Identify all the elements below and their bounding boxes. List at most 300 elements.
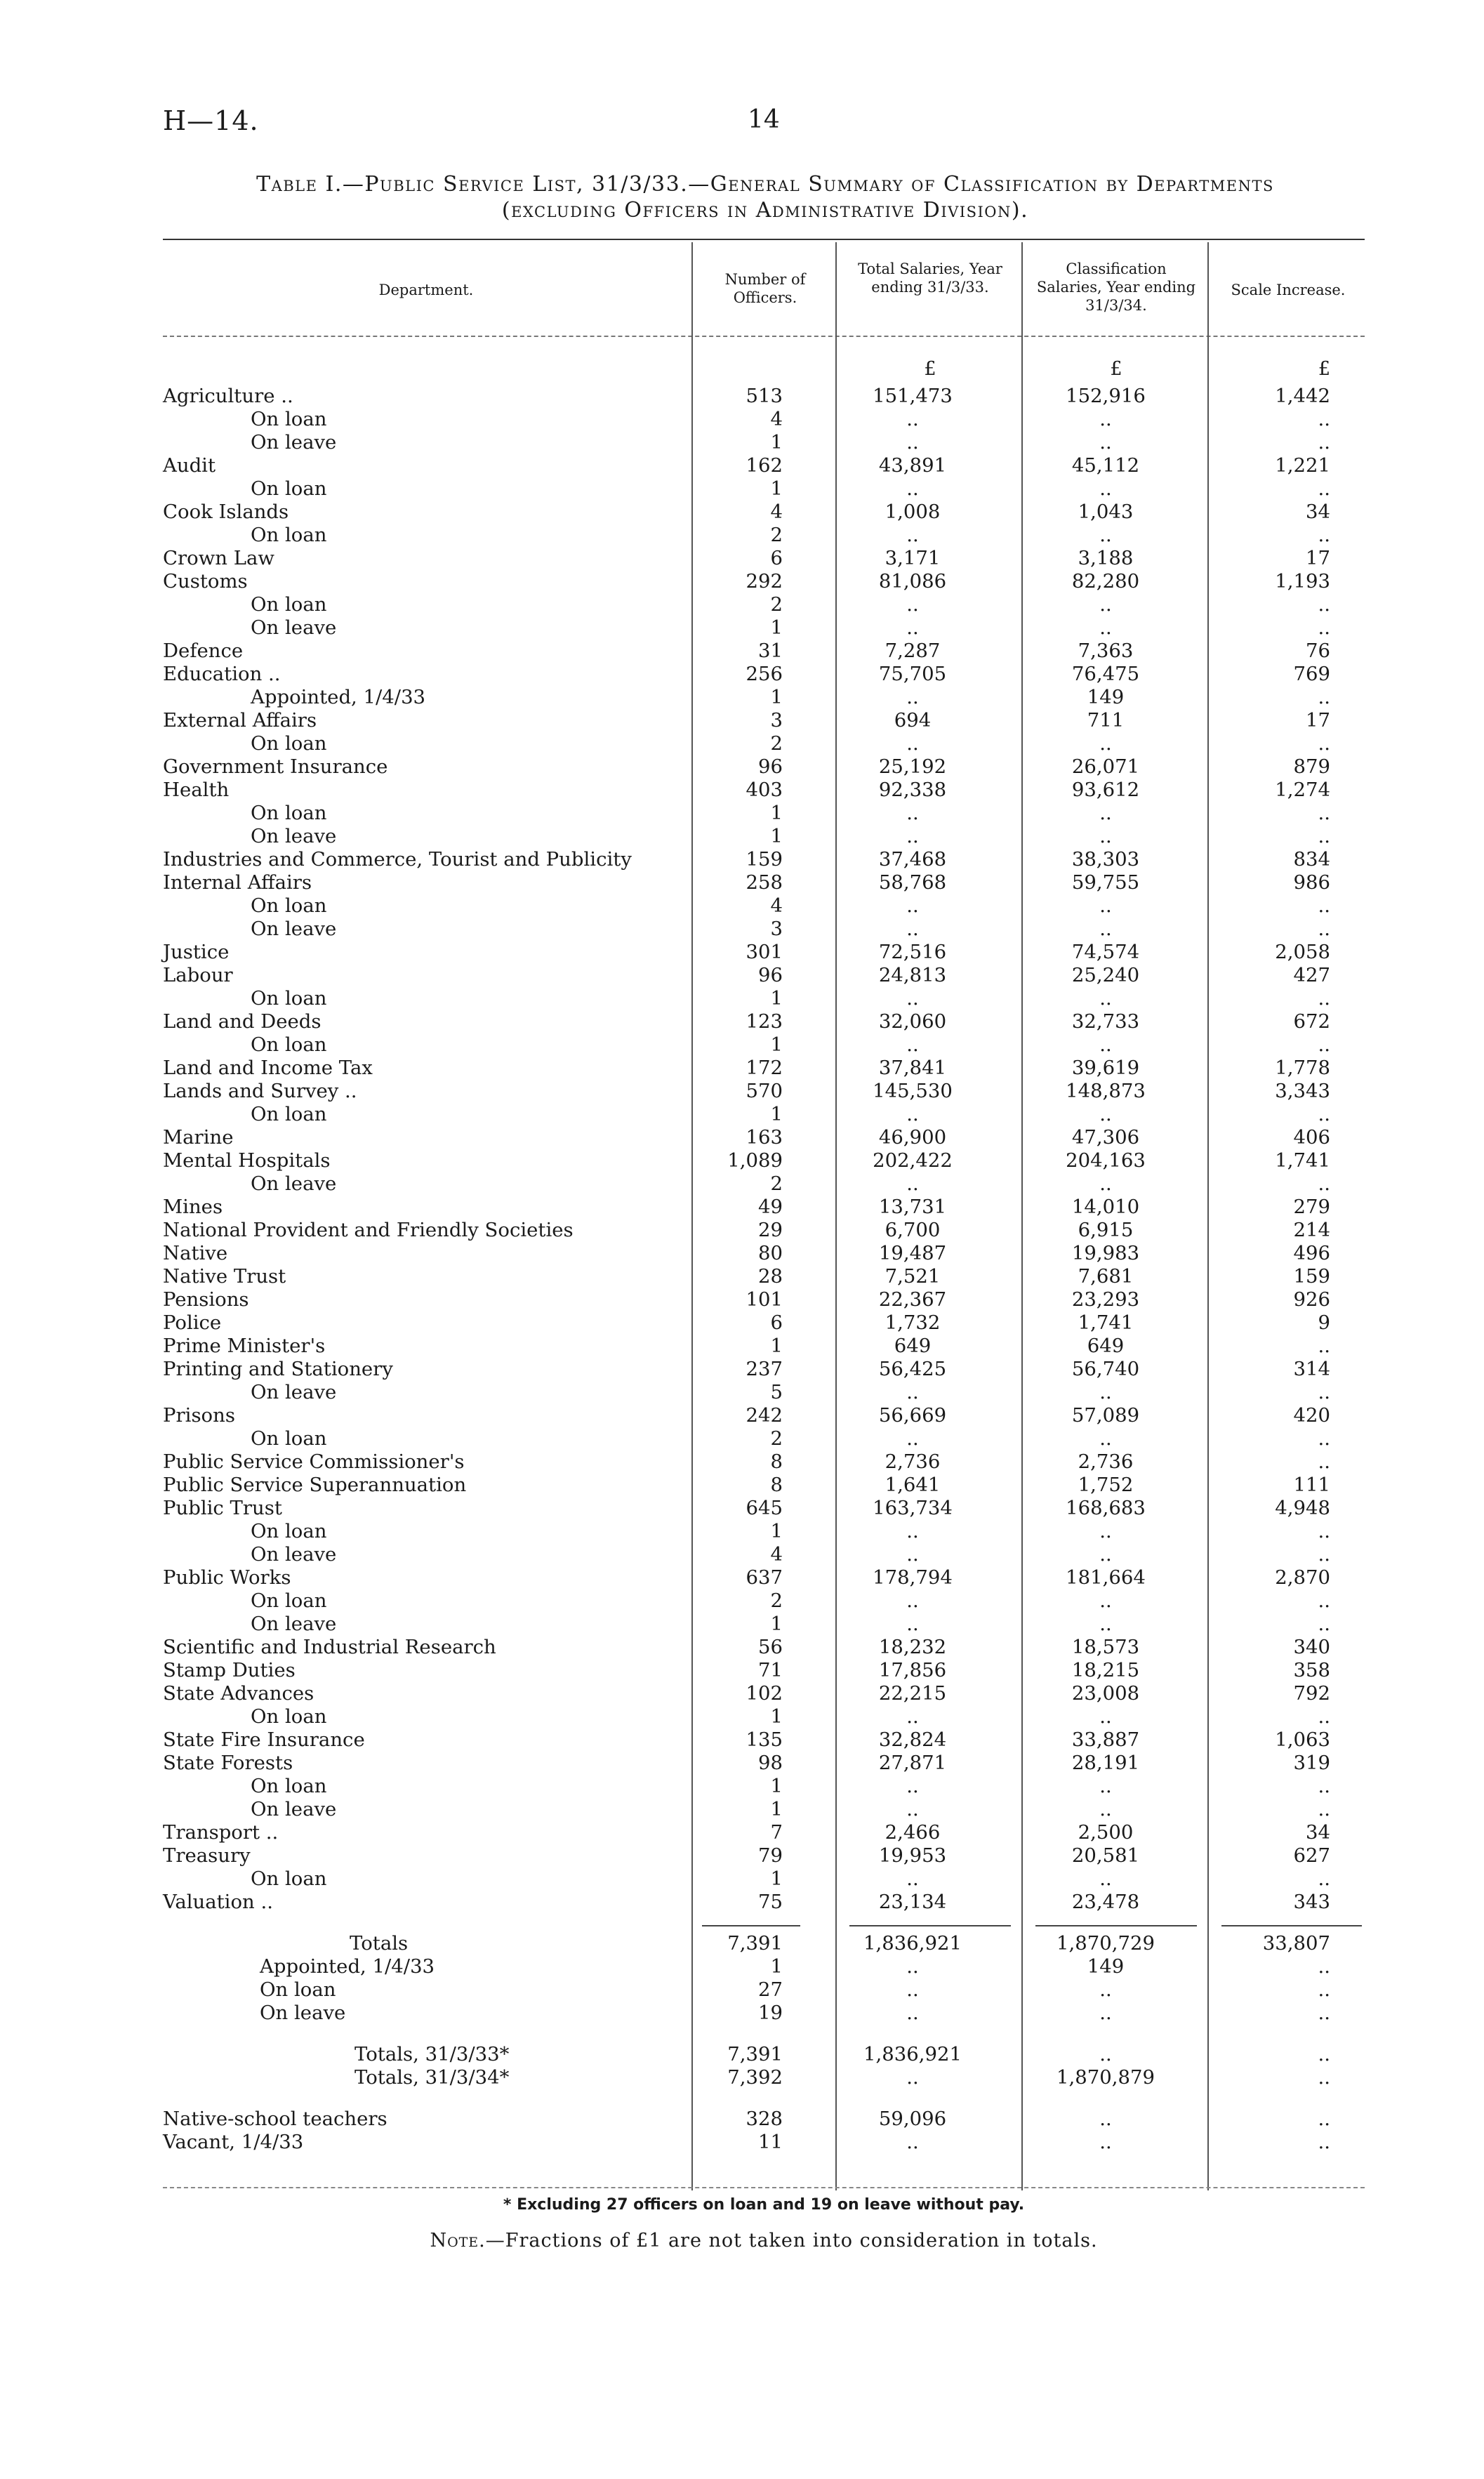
officers-cell: 2	[770, 732, 783, 755]
table-row	[0, 964, 1484, 987]
table-row	[0, 547, 1484, 570]
unit-classification: £	[1110, 358, 1122, 380]
dept-cell: Police	[163, 1311, 222, 1334]
dept-cell: Valuation ..	[163, 1891, 273, 1913]
classification-cell: ..	[1099, 825, 1112, 847]
officers-cell: 7,391	[727, 2043, 783, 2065]
officers-cell: 98	[758, 1752, 783, 1774]
scale-increase-cell: 627	[1293, 1844, 1330, 1867]
officers-cell: 4	[770, 501, 783, 523]
officers-cell: 159	[746, 848, 783, 871]
officers-cell: 2	[770, 1427, 783, 1450]
scale-increase-cell: ..	[1318, 732, 1330, 755]
classification-cell: 148,873	[1066, 1080, 1146, 1102]
classification-cell: 1,043	[1078, 501, 1134, 523]
table-row	[0, 1474, 1484, 1497]
classification-cell: ..	[1099, 1705, 1112, 1728]
classification-cell: ..	[1099, 918, 1112, 940]
scale-increase-cell: ..	[1318, 918, 1330, 940]
officers-cell: 1	[770, 987, 783, 1010]
table-row	[0, 1955, 1484, 1978]
total-salaries-cell: ..	[906, 1543, 919, 1566]
total-salaries-cell: 37,841	[878, 1057, 947, 1079]
scale-increase-cell: ..	[1318, 616, 1330, 639]
total-salaries-cell: ..	[906, 894, 919, 917]
total-salaries-cell: 163,734	[873, 1497, 953, 1519]
scale-increase-cell: ..	[1318, 408, 1330, 430]
officers-cell: 3	[770, 918, 783, 940]
dept-cell: Prime Minister's	[163, 1335, 326, 1357]
table-row	[0, 408, 1484, 431]
dept-cell: On loan	[251, 1427, 327, 1450]
dept-cell: Public Service Commissioner's	[163, 1450, 465, 1473]
table-row	[0, 1978, 1484, 2002]
dept-cell: Defence	[163, 640, 244, 662]
officers-cell: 242	[746, 1404, 783, 1427]
scale-increase-cell: 834	[1293, 848, 1330, 871]
total-salaries-cell: 27,871	[878, 1752, 947, 1774]
officers-cell: 102	[746, 1682, 783, 1705]
dept-cell: On leave	[251, 825, 337, 847]
officers-cell: 1,089	[727, 1149, 783, 1172]
table-row	[0, 779, 1484, 802]
scale-increase-cell: 879	[1293, 755, 1330, 778]
dept-cell: On loan	[251, 524, 327, 546]
table-row	[0, 1932, 1484, 1955]
classification-cell: ..	[1099, 1613, 1112, 1635]
officers-cell: 101	[746, 1288, 783, 1311]
classification-cell: ..	[1099, 802, 1112, 824]
classification-cell: ..	[1099, 1172, 1112, 1195]
total-salaries-cell: 694	[894, 709, 932, 732]
table-row	[0, 1450, 1484, 1474]
table-row	[0, 941, 1484, 964]
officers-cell: 8	[770, 1474, 783, 1496]
header-bottom-rule	[163, 336, 1365, 337]
classification-cell: ..	[1099, 732, 1112, 755]
total-salaries-cell: ..	[906, 1955, 919, 1978]
total-salaries-cell: 151,473	[873, 385, 953, 407]
classification-cell: 32,733	[1071, 1010, 1140, 1033]
scale-increase-cell: 1,442	[1275, 385, 1330, 407]
classification-cell: 23,293	[1071, 1288, 1140, 1311]
total-salaries-cell: ..	[906, 616, 919, 639]
table-body	[0, 385, 1484, 2154]
classification-cell: ..	[1099, 1520, 1112, 1542]
classification-cell: 18,573	[1071, 1636, 1140, 1658]
table-row	[0, 663, 1484, 686]
dept-cell: Printing and Stationery	[163, 1358, 393, 1380]
total-salaries-cell: ..	[906, 1033, 919, 1056]
dept-cell: Native	[163, 1242, 228, 1264]
scale-increase-cell: 1,063	[1275, 1728, 1330, 1751]
table-row	[0, 431, 1484, 454]
table-row	[0, 1589, 1484, 1613]
total-salaries-cell: 202,422	[873, 1149, 953, 1172]
scale-increase-cell: ..	[1318, 524, 1330, 546]
scale-increase-cell: ..	[1318, 1798, 1330, 1820]
classification-cell: ..	[1099, 477, 1112, 500]
table-row	[0, 732, 1484, 755]
scale-increase-cell: ..	[1318, 1172, 1330, 1195]
officers-cell: 1	[770, 1867, 783, 1890]
scale-increase-cell: 279	[1293, 1196, 1330, 1218]
classification-cell: 93,612	[1071, 779, 1140, 801]
table-row	[0, 570, 1484, 593]
classification-cell: 168,683	[1066, 1497, 1146, 1519]
total-salaries-cell: 7,287	[885, 640, 941, 662]
table-row	[0, 871, 1484, 894]
table-row	[0, 385, 1484, 408]
scale-increase-cell: 1,221	[1275, 454, 1330, 477]
scale-increase-cell: ..	[1318, 1775, 1330, 1797]
total-salaries-cell: 7,521	[885, 1265, 941, 1288]
scale-increase-cell: ..	[1318, 1450, 1330, 1473]
table-row	[0, 1775, 1484, 1798]
scale-increase-cell: ..	[1318, 2131, 1330, 2153]
table-row	[0, 2043, 1484, 2066]
scale-increase-cell: ..	[1318, 1335, 1330, 1357]
dept-cell: Stamp Duties	[163, 1659, 296, 1681]
scale-increase-cell: 672	[1293, 1010, 1330, 1033]
total-salaries-cell: 1,641	[885, 1474, 941, 1496]
scale-increase-cell: 792	[1293, 1682, 1330, 1705]
classification-cell: ..	[1099, 1775, 1112, 1797]
dept-cell: On leave	[251, 616, 337, 639]
dept-cell: Appointed, 1/4/33	[260, 1955, 435, 1978]
classification-cell: 1,752	[1078, 1474, 1134, 1496]
dept-cell: Industries and Commerce, Tourist and Publicity	[163, 848, 632, 871]
header-classification-salaries: Classification Salaries, Year ending 31/3/34.	[1036, 260, 1196, 314]
table-row	[0, 1821, 1484, 1844]
table-row	[0, 2002, 1484, 2025]
scale-increase-cell: 926	[1293, 1288, 1330, 1311]
dept-cell: On loan	[251, 1775, 327, 1797]
dept-cell: On leave	[251, 1172, 337, 1195]
total-salaries-cell: 6,700	[885, 1219, 941, 1241]
classification-cell: ..	[1099, 2043, 1112, 2065]
dept-cell: Treasury	[163, 1844, 251, 1867]
classification-cell: 181,664	[1066, 1566, 1146, 1589]
classification-cell: ..	[1099, 1427, 1112, 1450]
officers-cell: 1	[770, 825, 783, 847]
dept-cell: Prisons	[163, 1404, 235, 1427]
total-salaries-cell: ..	[906, 1867, 919, 1890]
total-salaries-cell: ..	[906, 1520, 919, 1542]
dept-cell: On loan	[251, 1705, 327, 1728]
officers-cell: 7,391	[727, 1932, 783, 1955]
scale-increase-cell: ..	[1318, 2002, 1330, 2024]
total-salaries-cell: 24,813	[878, 964, 947, 986]
classification-cell: ..	[1099, 2002, 1112, 2024]
scale-increase-cell: ..	[1318, 431, 1330, 454]
table-row	[0, 802, 1484, 825]
table-row	[0, 1497, 1484, 1520]
table-row	[0, 1891, 1484, 1914]
officers-cell: 6	[770, 1311, 783, 1334]
table-row	[0, 1196, 1484, 1219]
dept-cell: Labour	[163, 964, 233, 986]
scale-increase-cell: ..	[1318, 987, 1330, 1010]
table-row	[0, 1752, 1484, 1775]
total-salaries-cell: 3,171	[885, 547, 941, 569]
classification-cell: ..	[1099, 1978, 1112, 2001]
officers-cell: 1	[770, 1775, 783, 1797]
officers-cell: 3	[770, 709, 783, 732]
officers-cell: 11	[758, 2131, 783, 2153]
dept-cell: External Affairs	[163, 709, 317, 732]
dept-cell: Totals	[350, 1932, 409, 1955]
classification-cell: 149	[1087, 686, 1125, 708]
dept-cell: Public Works	[163, 1566, 291, 1589]
unit-salaries: £	[924, 358, 936, 380]
scale-increase-cell: ..	[1318, 2066, 1330, 2089]
scale-increase-cell: 214	[1293, 1219, 1330, 1241]
scale-increase-cell: ..	[1318, 1978, 1330, 2001]
total-salaries-cell: 22,215	[878, 1682, 947, 1705]
officers-cell: 6	[770, 547, 783, 569]
scale-increase-cell: ..	[1318, 1589, 1330, 1612]
table-row	[0, 501, 1484, 524]
total-salaries-cell: 19,953	[878, 1844, 947, 1867]
officers-cell: 4	[770, 894, 783, 917]
dept-cell: On leave	[251, 1543, 337, 1566]
dept-cell: Land and Deeds	[163, 1010, 322, 1033]
classification-cell: ..	[1099, 2108, 1112, 2130]
scale-increase-cell: 1,778	[1275, 1057, 1330, 1079]
classification-cell: ..	[1099, 593, 1112, 616]
table-row	[0, 848, 1484, 871]
officers-cell: 1	[770, 1103, 783, 1125]
scale-increase-cell: ..	[1318, 825, 1330, 847]
header-scale-increase: Scale Increase.	[1231, 282, 1346, 298]
scale-increase-cell: 159	[1293, 1265, 1330, 1288]
table-row	[0, 1728, 1484, 1752]
officers-cell: 256	[746, 663, 783, 685]
dept-cell: On leave	[251, 918, 337, 940]
table-row	[0, 1636, 1484, 1659]
scale-increase-cell: ..	[1318, 686, 1330, 708]
dept-cell: On loan	[251, 894, 327, 917]
classification-cell: ..	[1099, 1798, 1112, 1820]
classification-cell: 152,916	[1066, 385, 1146, 407]
dept-cell: Cook Islands	[163, 501, 289, 523]
officers-cell: 645	[746, 1497, 783, 1519]
table-row	[0, 686, 1484, 709]
classification-cell: ..	[1099, 1543, 1112, 1566]
classification-cell: 149	[1087, 1955, 1125, 1978]
dept-cell: Native-school teachers	[163, 2108, 387, 2130]
officers-cell: 27	[758, 1978, 783, 2001]
total-salaries-cell: 2,466	[885, 1821, 941, 1844]
table-row	[0, 709, 1484, 732]
classification-cell: ..	[1099, 616, 1112, 639]
header-total-salaries: Total Salaries, Year ending 31/3/33.	[858, 260, 1002, 296]
officers-cell: 1	[770, 1033, 783, 1056]
total-salaries-cell: ..	[906, 1172, 919, 1195]
table-row	[0, 1126, 1484, 1149]
officers-cell: 5	[770, 1381, 783, 1403]
classification-cell: 47,306	[1071, 1126, 1140, 1149]
totals-rule-num	[702, 1925, 800, 1926]
classification-cell: 2,736	[1078, 1450, 1134, 1473]
dept-cell: Appointed, 1/4/33	[251, 686, 426, 708]
classification-cell: 26,071	[1071, 755, 1140, 778]
scale-increase-cell: 34	[1306, 1821, 1330, 1844]
footnote: * Excluding 27 officers on loan and 19 on leave without pay.	[503, 2196, 1025, 2214]
dept-cell: On loan	[251, 987, 327, 1010]
table-row	[0, 1844, 1484, 1867]
officers-cell: 237	[746, 1358, 783, 1380]
dept-cell: Native Trust	[163, 1265, 286, 1288]
officers-cell: 637	[746, 1566, 783, 1589]
classification-cell: ..	[1099, 1589, 1112, 1612]
dept-cell: Land and Income Tax	[163, 1057, 373, 1079]
total-salaries-cell: 58,768	[878, 871, 947, 894]
totals-rule-inc	[1221, 1925, 1362, 1926]
scale-increase-cell: 33,807	[1262, 1932, 1330, 1955]
scale-increase-cell: 343	[1293, 1891, 1330, 1913]
scale-increase-cell: 496	[1293, 1242, 1330, 1264]
scale-increase-cell: 986	[1293, 871, 1330, 894]
scale-increase-cell: 406	[1293, 1126, 1330, 1149]
table-row	[0, 454, 1484, 477]
officers-cell: 172	[746, 1057, 783, 1079]
table-row	[0, 1242, 1484, 1265]
dept-cell: Crown Law	[163, 547, 274, 569]
officers-cell: 71	[758, 1659, 783, 1681]
officers-cell: 96	[758, 755, 783, 778]
scale-increase-cell: 319	[1293, 1752, 1330, 1774]
dept-cell: Customs	[163, 570, 248, 593]
total-salaries-cell: 25,192	[878, 755, 947, 778]
total-salaries-cell: ..	[906, 987, 919, 1010]
classification-cell: 1,741	[1078, 1311, 1134, 1334]
total-salaries-cell: ..	[906, 1613, 919, 1635]
note-label: Note.	[430, 2230, 486, 2252]
table-title-line2: (excluding Officers in Administrative Division).	[501, 198, 1029, 223]
dept-cell: On leave	[251, 431, 337, 454]
scale-increase-cell: 34	[1306, 501, 1330, 523]
officers-cell: 1	[770, 802, 783, 824]
total-salaries-cell: 75,705	[878, 663, 947, 685]
officers-cell: 75	[758, 1891, 783, 1913]
table-row	[0, 640, 1484, 663]
classification-cell: 7,363	[1078, 640, 1134, 662]
classification-cell: 3,188	[1078, 547, 1134, 569]
total-salaries-cell: 2,736	[885, 1450, 941, 1473]
total-salaries-cell: ..	[906, 825, 919, 847]
header-department: Department.	[378, 282, 474, 298]
officers-cell: 28	[758, 1265, 783, 1288]
officers-cell: 258	[746, 871, 783, 894]
officers-cell: 135	[746, 1728, 783, 1751]
dept-cell: Transport ..	[163, 1821, 279, 1844]
scale-increase-cell: 9	[1318, 1311, 1330, 1334]
classification-cell: 6,915	[1078, 1219, 1134, 1241]
table-row	[0, 1219, 1484, 1242]
table-row	[0, 1543, 1484, 1566]
table-row	[0, 1265, 1484, 1288]
total-salaries-cell: ..	[906, 2131, 919, 2153]
classification-cell: 1,870,879	[1056, 2066, 1155, 2089]
classification-cell: 33,887	[1071, 1728, 1140, 1751]
total-salaries-cell: 92,338	[878, 779, 947, 801]
scale-increase-cell: 314	[1293, 1358, 1330, 1380]
total-salaries-cell: 1,836,921	[863, 2043, 962, 2065]
officers-cell: 29	[758, 1219, 783, 1241]
officers-cell: 4	[770, 1543, 783, 1566]
total-salaries-cell: 81,086	[878, 570, 947, 593]
dept-cell: Government Insurance	[163, 755, 388, 778]
table-row	[0, 1404, 1484, 1427]
dept-cell: Health	[163, 779, 230, 801]
officers-cell: 570	[746, 1080, 783, 1102]
classification-cell: ..	[1099, 1381, 1112, 1403]
dept-cell: Mental Hospitals	[163, 1149, 331, 1172]
officers-cell: 1	[770, 616, 783, 639]
officers-cell: 19	[758, 2002, 783, 2024]
total-salaries-cell: ..	[906, 918, 919, 940]
scale-increase-cell: 2,870	[1275, 1566, 1330, 1589]
classification-cell: ..	[1099, 1033, 1112, 1056]
table-row	[0, 524, 1484, 547]
officers-cell: 403	[746, 779, 783, 801]
dept-cell: Audit	[163, 454, 216, 477]
table-row	[0, 894, 1484, 918]
classification-cell: 82,280	[1071, 570, 1140, 593]
total-salaries-cell: ..	[906, 1705, 919, 1728]
total-salaries-cell: 46,900	[878, 1126, 947, 1149]
dept-cell: State Forests	[163, 1752, 293, 1774]
officers-cell: 79	[758, 1844, 783, 1867]
total-salaries-cell: 22,367	[878, 1288, 947, 1311]
scale-increase-cell: 1,274	[1275, 779, 1330, 801]
officers-cell: 163	[746, 1126, 783, 1149]
table-bottom-rule	[163, 2187, 1365, 2188]
officers-cell: 2	[770, 1589, 783, 1612]
total-salaries-cell: 1,008	[885, 501, 941, 523]
classification-cell: 28,191	[1071, 1752, 1140, 1774]
scale-increase-cell: ..	[1318, 1427, 1330, 1450]
table-row	[0, 918, 1484, 941]
scale-increase-cell: ..	[1318, 477, 1330, 500]
scale-increase-cell: 420	[1293, 1404, 1330, 1427]
classification-cell: 57,089	[1071, 1404, 1140, 1427]
officers-cell: 1	[770, 431, 783, 454]
total-salaries-cell: 145,530	[873, 1080, 953, 1102]
table-row	[0, 2108, 1484, 2131]
officers-cell: 2	[770, 524, 783, 546]
total-salaries-cell: ..	[906, 408, 919, 430]
table-title-line1: Table I.—Public Service List, 31/3/33.—General Summary of Classification by Departments	[256, 172, 1274, 197]
scale-increase-cell: ..	[1318, 1381, 1330, 1403]
dept-cell: On loan	[251, 1589, 327, 1612]
total-salaries-cell: 56,425	[878, 1358, 947, 1380]
total-salaries-cell: 56,669	[878, 1404, 947, 1427]
total-salaries-cell: ..	[906, 1381, 919, 1403]
classification-cell: 56,740	[1071, 1358, 1140, 1380]
officers-cell: 8	[770, 1450, 783, 1473]
dept-cell: On loan	[251, 732, 327, 755]
totals-rule-sal	[849, 1925, 1011, 1926]
officers-cell: 1	[770, 1705, 783, 1728]
table-row	[0, 1057, 1484, 1080]
total-salaries-cell: 13,731	[878, 1196, 947, 1218]
officers-cell: 80	[758, 1242, 783, 1264]
dept-cell: On loan	[251, 1867, 327, 1890]
classification-cell: ..	[1099, 2131, 1112, 2153]
